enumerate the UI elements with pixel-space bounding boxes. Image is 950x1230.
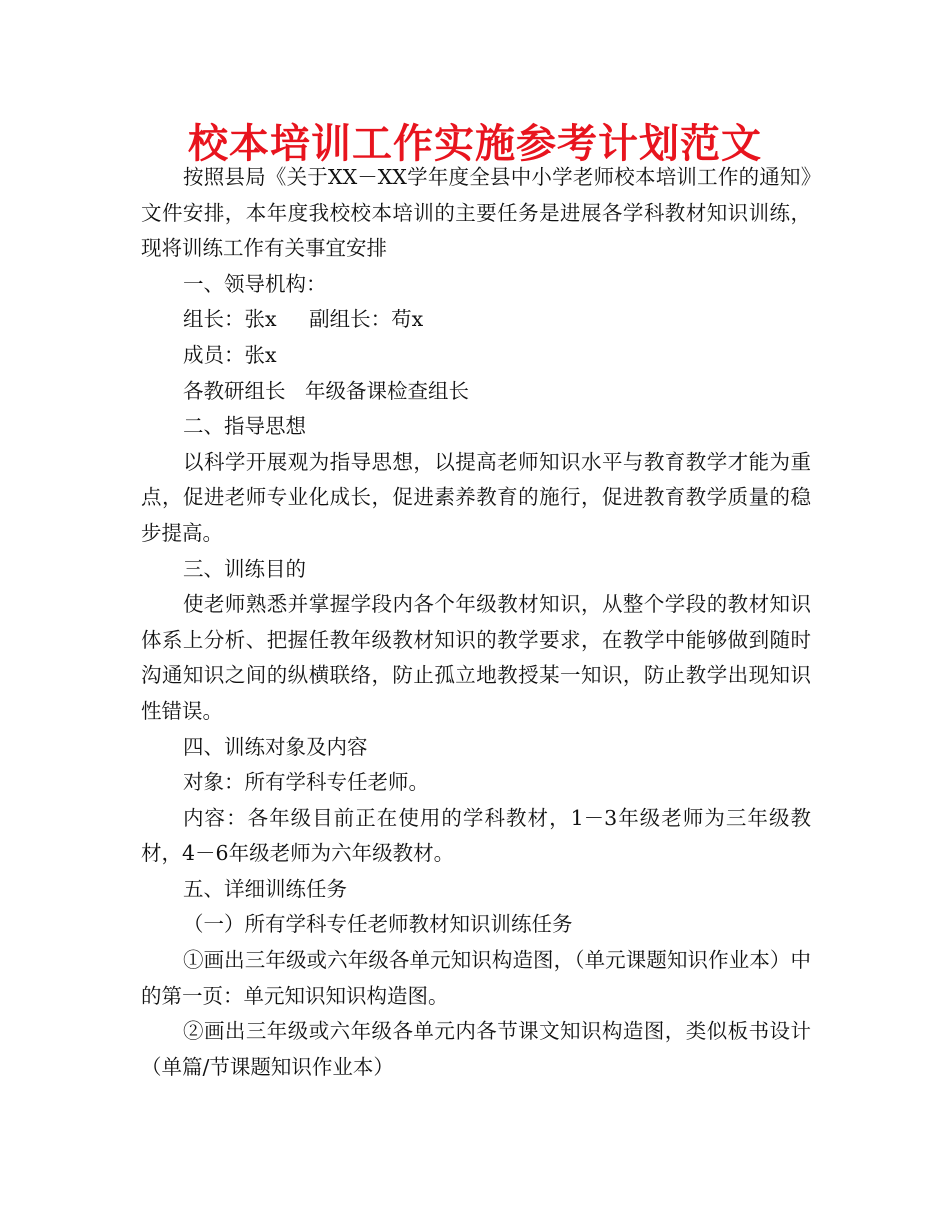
paragraph: ②画出三年级或六年级各单元内各节课文知识构造图，类似板书设计（单篇/节课题知识作业本） [141,1019,811,1079]
paragraph: 对象：所有学科专任老师。 [183,770,429,795]
paragraph: 成员：张x [183,342,277,367]
paragraph: 按照县局《关于XX－XX学年度全县中小学老师校本培训工作的通知》文件安排，本年度我校校本培训的主要任务是进展各学科教材知识训练，现将训练工作有关事宜安排 [141,165,811,261]
paragraph: 以科学开展观为指导思想，以提高老师知识水平与教育教学才能为重点，促进老师专业化成长，促进素养教育的施行，促进教育教学质量的稳步提高。 [141,449,811,545]
paragraph: 内容：各年级目前正在使用的学科教材，1－3年级老师为三年级教材，4－6年级老师为六年级教材。 [141,805,811,866]
paragraph: ①画出三年级或六年级各单元知识构造图，（单元课题知识作业本）中的第一页：单元知识知识构造图。 [141,948,811,1008]
section-heading-guiding-ideology: 二、指导思想 [183,414,306,439]
document-title: 校本培训工作实施参考计划范文 [188,121,762,167]
paragraph: 组长：张x 副组长：苟x [183,307,424,332]
paragraph: 各教研组长 年级备课检查组长 [183,378,470,403]
document-body [141,160,811,1085]
section-heading-training-tasks: 五、详细训练任务 [183,876,347,901]
paragraph: （一）所有学科专任老师教材知识训练任务 [183,912,573,937]
section-heading-training-targets: 四、训练对象及内容 [183,734,368,759]
section-heading-leadership: 一、领导机构： [183,271,327,296]
section-heading-training-purpose: 三、训练目的 [183,556,306,581]
paragraph: 使老师熟悉并掌握学段内各个年级教材知识，从整个学段的教材知识体系上分析、把握任教年级教材知识的教学要求，在教学中能够做到随时沟通知识之间的纵横联络，防止孤立地教授某一知识，防止教学出现知识性错误。 [141,592,811,723]
